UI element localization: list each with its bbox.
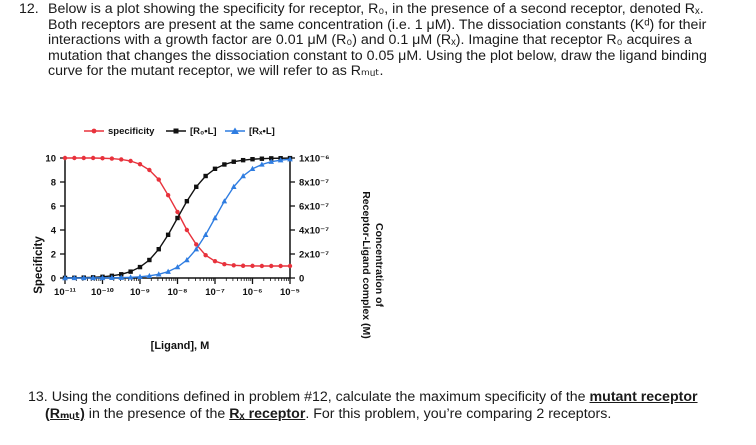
data-point-specificity <box>175 210 179 214</box>
problem-13-number: 13. <box>28 389 48 405</box>
data-point-specificity <box>278 264 282 268</box>
data-point-specificity <box>128 159 132 163</box>
data-point-specificity <box>82 156 86 160</box>
rx-receptor-emphasis: Rₓ receptor <box>229 405 306 422</box>
data-point-r0 <box>175 216 179 220</box>
chart-axes <box>45 154 329 299</box>
y-axis-label-right-line2: Receptor-Ligand complex (M) <box>360 191 372 339</box>
data-point-r0 <box>157 247 161 251</box>
data-point-specificity <box>269 264 273 268</box>
y-axis-label-left: Specificity <box>33 236 45 294</box>
data-point-r0 <box>203 174 207 178</box>
x-tick-label: 10⁻⁶ <box>242 287 263 298</box>
data-point-specificity <box>119 157 123 161</box>
data-point-specificity <box>138 162 142 166</box>
data-point-specificity <box>260 264 264 268</box>
data-point-r0 <box>232 160 236 164</box>
mutant-receptor-emphasis: mutant receptor <box>589 389 698 405</box>
data-point-r0 <box>194 185 198 189</box>
data-point-specificity <box>110 156 114 160</box>
y-left-tick-label: 6 <box>50 201 56 213</box>
data-point-specificity <box>100 156 104 160</box>
legend-label-r0: [R₀•L] <box>190 126 217 137</box>
data-point-specificity <box>91 156 95 160</box>
problem-13-text-a: Using the conditions defined in problem #12, calculate the maximum specificity of the <box>51 389 590 405</box>
y-left-tick-label: 10 <box>45 153 56 165</box>
y-right-tick-label: 2x10⁻⁷ <box>299 249 330 261</box>
data-point-r0 <box>147 258 151 262</box>
legend-label-rx: [Rₓ•L] <box>249 126 275 137</box>
data-point-specificity <box>203 253 207 257</box>
chart-series <box>62 156 293 280</box>
data-point-specificity <box>185 228 189 232</box>
x-tick-label: 10⁻⁸ <box>167 287 188 298</box>
data-point-r0 <box>138 265 142 269</box>
binding-curve-chart <box>0 110 420 362</box>
data-point-specificity <box>222 262 226 266</box>
rmut-emphasis: (Rₘᵤₜ) <box>45 405 85 422</box>
y-right-tick-label: 4x10⁻⁷ <box>299 225 330 237</box>
y-right-tick-label: 1x10⁻⁶ <box>299 153 330 165</box>
problem-13-text-c: . For this problem, you’re comparing 2 receptors. <box>305 405 612 422</box>
problem-12-text <box>19 2 724 80</box>
x-tick-label: 10⁻⁵ <box>279 287 301 298</box>
x-axis-label: [Ligand], M <box>150 340 210 352</box>
x-tick-label: 10⁻¹⁰ <box>91 287 114 298</box>
data-point-specificity <box>213 259 217 263</box>
problem-13 <box>28 389 728 422</box>
data-point-specificity <box>288 264 292 268</box>
data-point-specificity <box>166 193 170 197</box>
problem-13-line-2 <box>28 406 728 423</box>
y-left-tick-label: 4 <box>50 225 56 237</box>
data-point-specificity <box>250 264 254 268</box>
chart-legend <box>84 126 275 137</box>
y-right-tick-label: 0 <box>299 273 305 285</box>
data-point-r0 <box>241 158 245 162</box>
data-point-r0 <box>213 167 217 171</box>
data-point-r0 <box>260 157 264 161</box>
data-point-specificity <box>232 263 236 267</box>
x-tick-label: 10⁻¹¹ <box>54 287 76 298</box>
y-axis-label-right-line1: Concentration of <box>373 223 385 307</box>
problem-12-line: mutation that changes the dissociation constant to 0.05 μM. Using the plot below, draw the ligand binding <box>48 47 707 64</box>
y-right-tick-label: 8x10⁻⁷ <box>299 177 330 189</box>
problem-12 <box>19 2 724 80</box>
data-point-specificity <box>147 168 151 172</box>
y-left-tick-label: 0 <box>50 273 56 285</box>
data-point-r0 <box>222 162 226 166</box>
problem-12-line: curve for the mutant receptor, we will refer to as Rₘᵤₜ. <box>48 63 384 80</box>
legend-marker-specificity <box>92 129 97 134</box>
legend-marker-r0 <box>174 129 179 134</box>
x-tick-label: 10⁻⁷ <box>205 287 225 298</box>
data-point-specificity <box>241 264 245 268</box>
problem-13-line-1 <box>28 389 728 406</box>
problem-12-line: interactions with a growth factor are 0.01 μM (R₀) and 0.1 μM (Rₓ). Imagine that receptor R₀ acquires a <box>48 32 692 49</box>
problem-12-line: Below is a plot showing the specificity for receptor, R₀, in the presence of a second receptor, denoted Rₓ. <box>48 1 704 17</box>
y-left-tick-label: 2 <box>50 249 56 261</box>
data-point-r0 <box>166 233 170 237</box>
data-point-specificity <box>63 156 67 160</box>
problem-13-text-b: in the presence of the <box>84 405 230 422</box>
data-point-r0 <box>185 199 189 203</box>
problem-12-number: 12. <box>19 1 39 17</box>
data-point-specificity <box>72 156 76 160</box>
problem-12-line: Both receptors are present at the same concentration (i.e. 1 μM). The dissociation constants (Kᵈ) for their <box>48 16 707 33</box>
x-tick-label: 10⁻⁹ <box>129 287 151 298</box>
data-point-r0 <box>128 269 132 273</box>
data-point-r0 <box>250 157 254 161</box>
data-point-specificity <box>157 177 161 181</box>
legend-label-specificity: specificity <box>108 126 155 137</box>
y-left-tick-label: 8 <box>50 177 56 189</box>
y-right-tick-label: 6x10⁻⁷ <box>299 201 330 213</box>
